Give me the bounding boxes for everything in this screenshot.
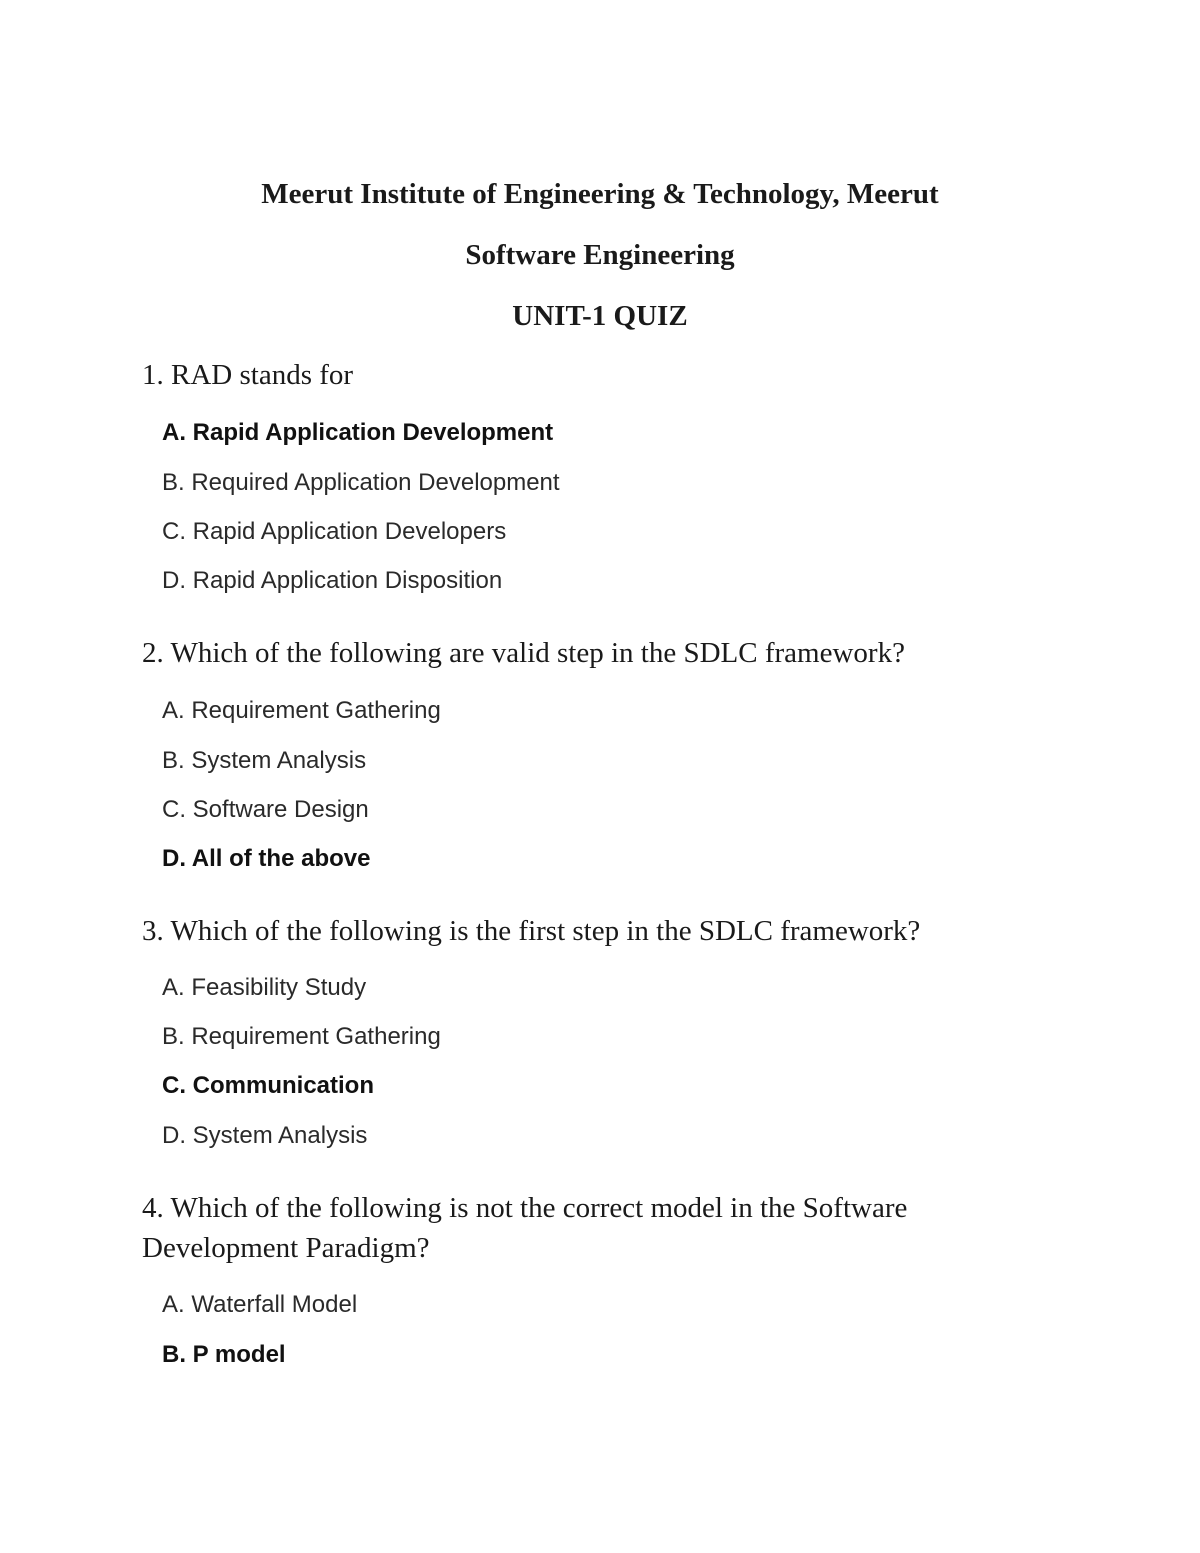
question-3: 3. Which of the following is the first step in the SDLC framework? [142,915,921,947]
institute-title: Meerut Institute of Engineering & Technology, Meerut [261,178,939,210]
q3-option-c: C. Communication [162,1072,375,1099]
q3-option-a: A. Feasibility Study [162,974,367,1001]
q1-option-d: D. Rapid Application Disposition [162,567,503,594]
q3-option-d: D. System Analysis [162,1122,368,1149]
question-2: 2. Which of the following are valid step in the SDLC framework? [142,637,905,669]
q3-option-b: B. Requirement Gathering [162,1023,441,1050]
quiz-title: UNIT-1 QUIZ [512,300,688,332]
q2-option-d: D. All of the above [162,845,371,872]
q1-option-b: B. Required Application Development [162,469,560,496]
q4-option-a: A. Waterfall Model [162,1291,358,1318]
q2-option-b: B. System Analysis [162,747,367,774]
q1-option-c: C. Rapid Application Developers [162,518,507,545]
question-4: 4. Which of the following is not the correct model in the Software Development Paradigm? [142,1192,908,1264]
subject-title: Software Engineering [465,239,735,271]
q2-option-c: C. Software Design [162,796,369,823]
question-1: 1. RAD stands for [142,359,354,391]
q1-option-a: A. Rapid Application Development [162,419,554,446]
q4-option-b: B. P model [162,1341,286,1368]
q2-option-a: A. Requirement Gathering [162,697,441,724]
